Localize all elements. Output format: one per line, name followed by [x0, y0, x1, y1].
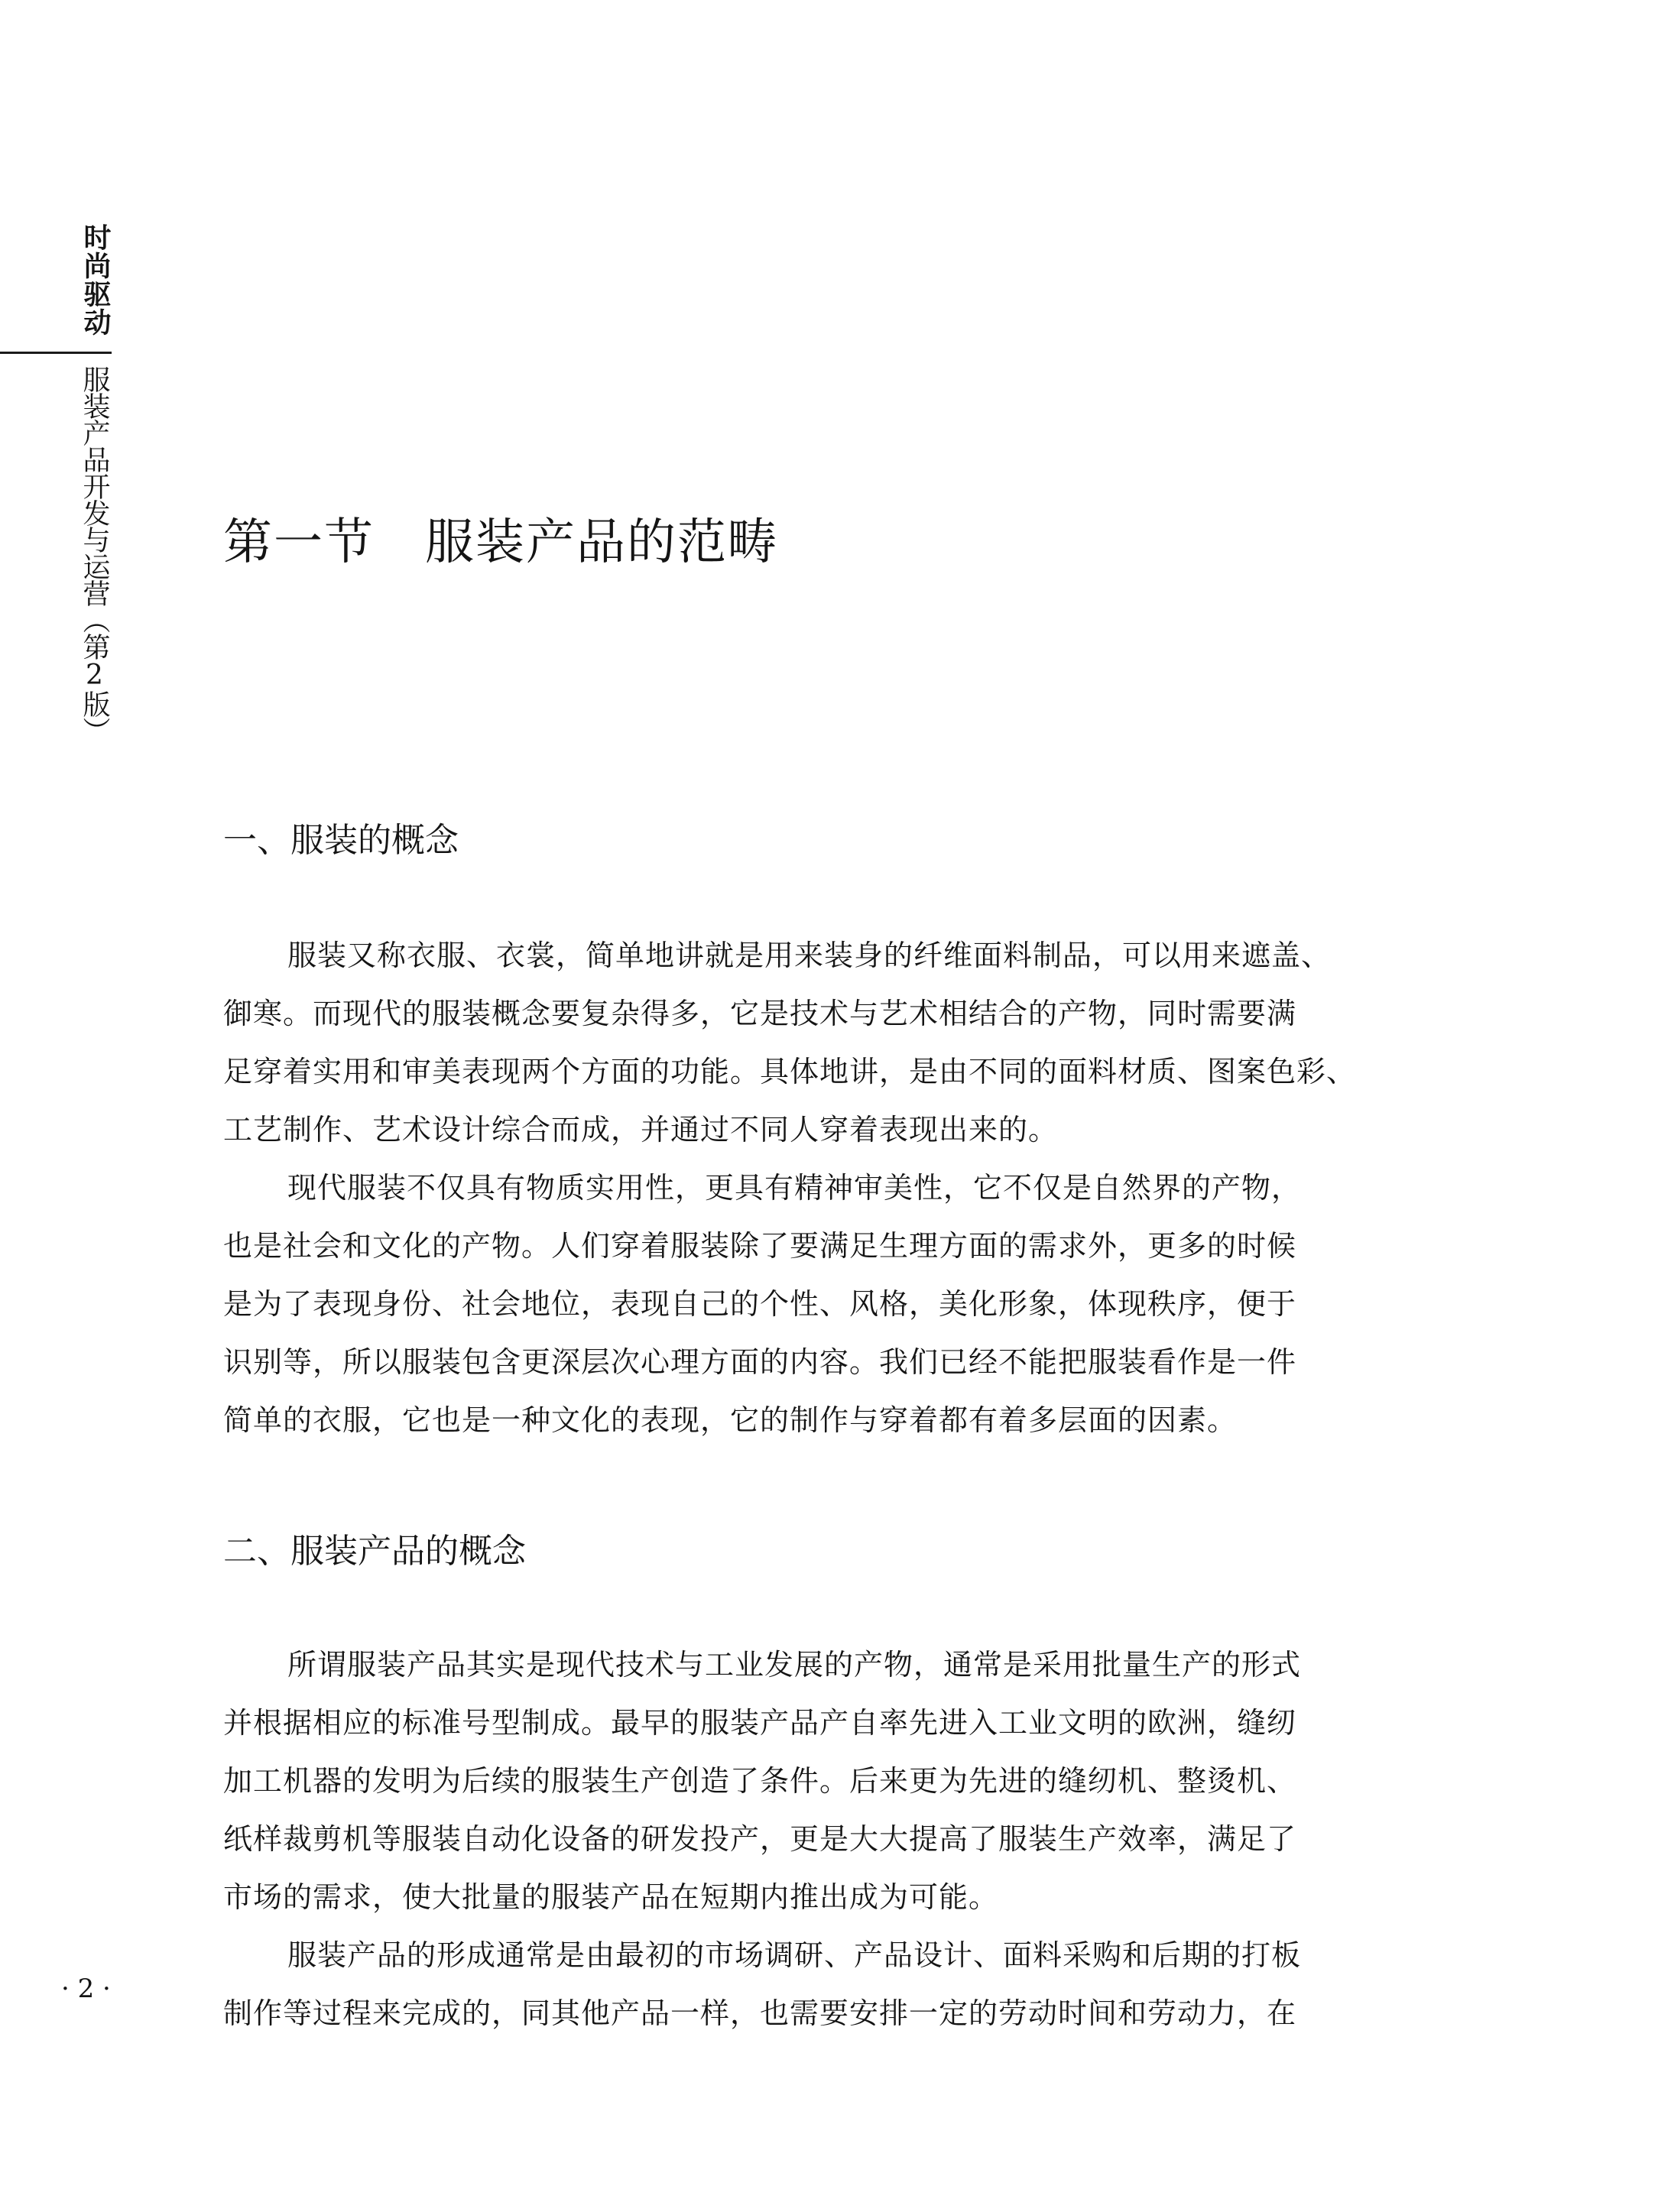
- text-line: 市场的需求，使大批量的服装产品在短期内推出成为可能。: [223, 1880, 999, 1914]
- text-line: 加工机器的发明为后续的服装生产创造了条件。后来更为先进的缝纫机、整烫机、: [223, 1764, 1297, 1798]
- text-line: 所谓服装产品其实是现代技术与工业发展的产物，通常是采用批量生产的形式: [287, 1648, 1302, 1682]
- running-header-book-title: 服装产品开发与运营（第2版）: [79, 365, 110, 744]
- text-line: 简单的衣服，它也是一种文化的表现，它的制作与穿着都有着多层面的因素。: [223, 1403, 1238, 1437]
- running-header-series: 时尚驱动: [79, 223, 111, 336]
- subsection-heading-2: 二、服装产品的概念: [223, 1532, 526, 1571]
- text-line: 制作等过程来完成的，同其他产品一样，也需要安排一定的劳动时间和劳动力，在: [223, 1996, 1297, 2030]
- subsection-heading-1: 一、服装的概念: [223, 821, 459, 860]
- text-line: 也是社会和文化的产物。人们穿着服装除了要满足生理方面的需求外，更多的时候: [223, 1229, 1297, 1263]
- section-title: 第一节 服装产品的范畴: [223, 514, 778, 571]
- text-line: 并根据相应的标准号型制成。最早的服装产品产自率先进入工业文明的欧洲，缝纫: [223, 1706, 1297, 1740]
- text-line: 是为了表现身份、社会地位，表现自己的个性、风格，美化形象，体现秩序，便于: [223, 1287, 1297, 1321]
- page-number: · 2 ·: [61, 1974, 111, 2004]
- subsection-2-body: [223, 1636, 1385, 2042]
- text-line: 现代服装不仅具有物质实用性，更具有精神审美性，它不仅是自然界的产物，: [287, 1171, 1302, 1205]
- text-line: 识别等，所以服装包含更深层次心理方面的内容。我们已经不能把服装看作是一件: [223, 1345, 1297, 1379]
- margin-divider-rule: [0, 352, 112, 354]
- text-line: 足穿着实用和审美表现两个方面的功能。具体地讲，是由不同的面料材质、图案色彩、: [223, 1055, 1357, 1088]
- text-line: 工艺制作、艺术设计综合而成，并通过不同人穿着表现出来的。: [223, 1113, 1059, 1147]
- text-line: 纸样裁剪机等服装自动化设备的研发投产，更是大大提高了服装生产效率，满足了: [223, 1822, 1297, 1856]
- subsection-1-body: [223, 926, 1385, 1449]
- text-line: 御寒。而现代的服装概念要复杂得多，它是技术与艺术相结合的产物，同时需要满: [223, 997, 1297, 1030]
- text-line: 服装又称衣服、衣裳，简单地讲就是用来装身的纤维面料制品，可以用来遮盖、: [287, 939, 1332, 972]
- text-line: 服装产品的形成通常是由最初的市场调研、产品设计、面料采购和后期的打板: [287, 1938, 1302, 1972]
